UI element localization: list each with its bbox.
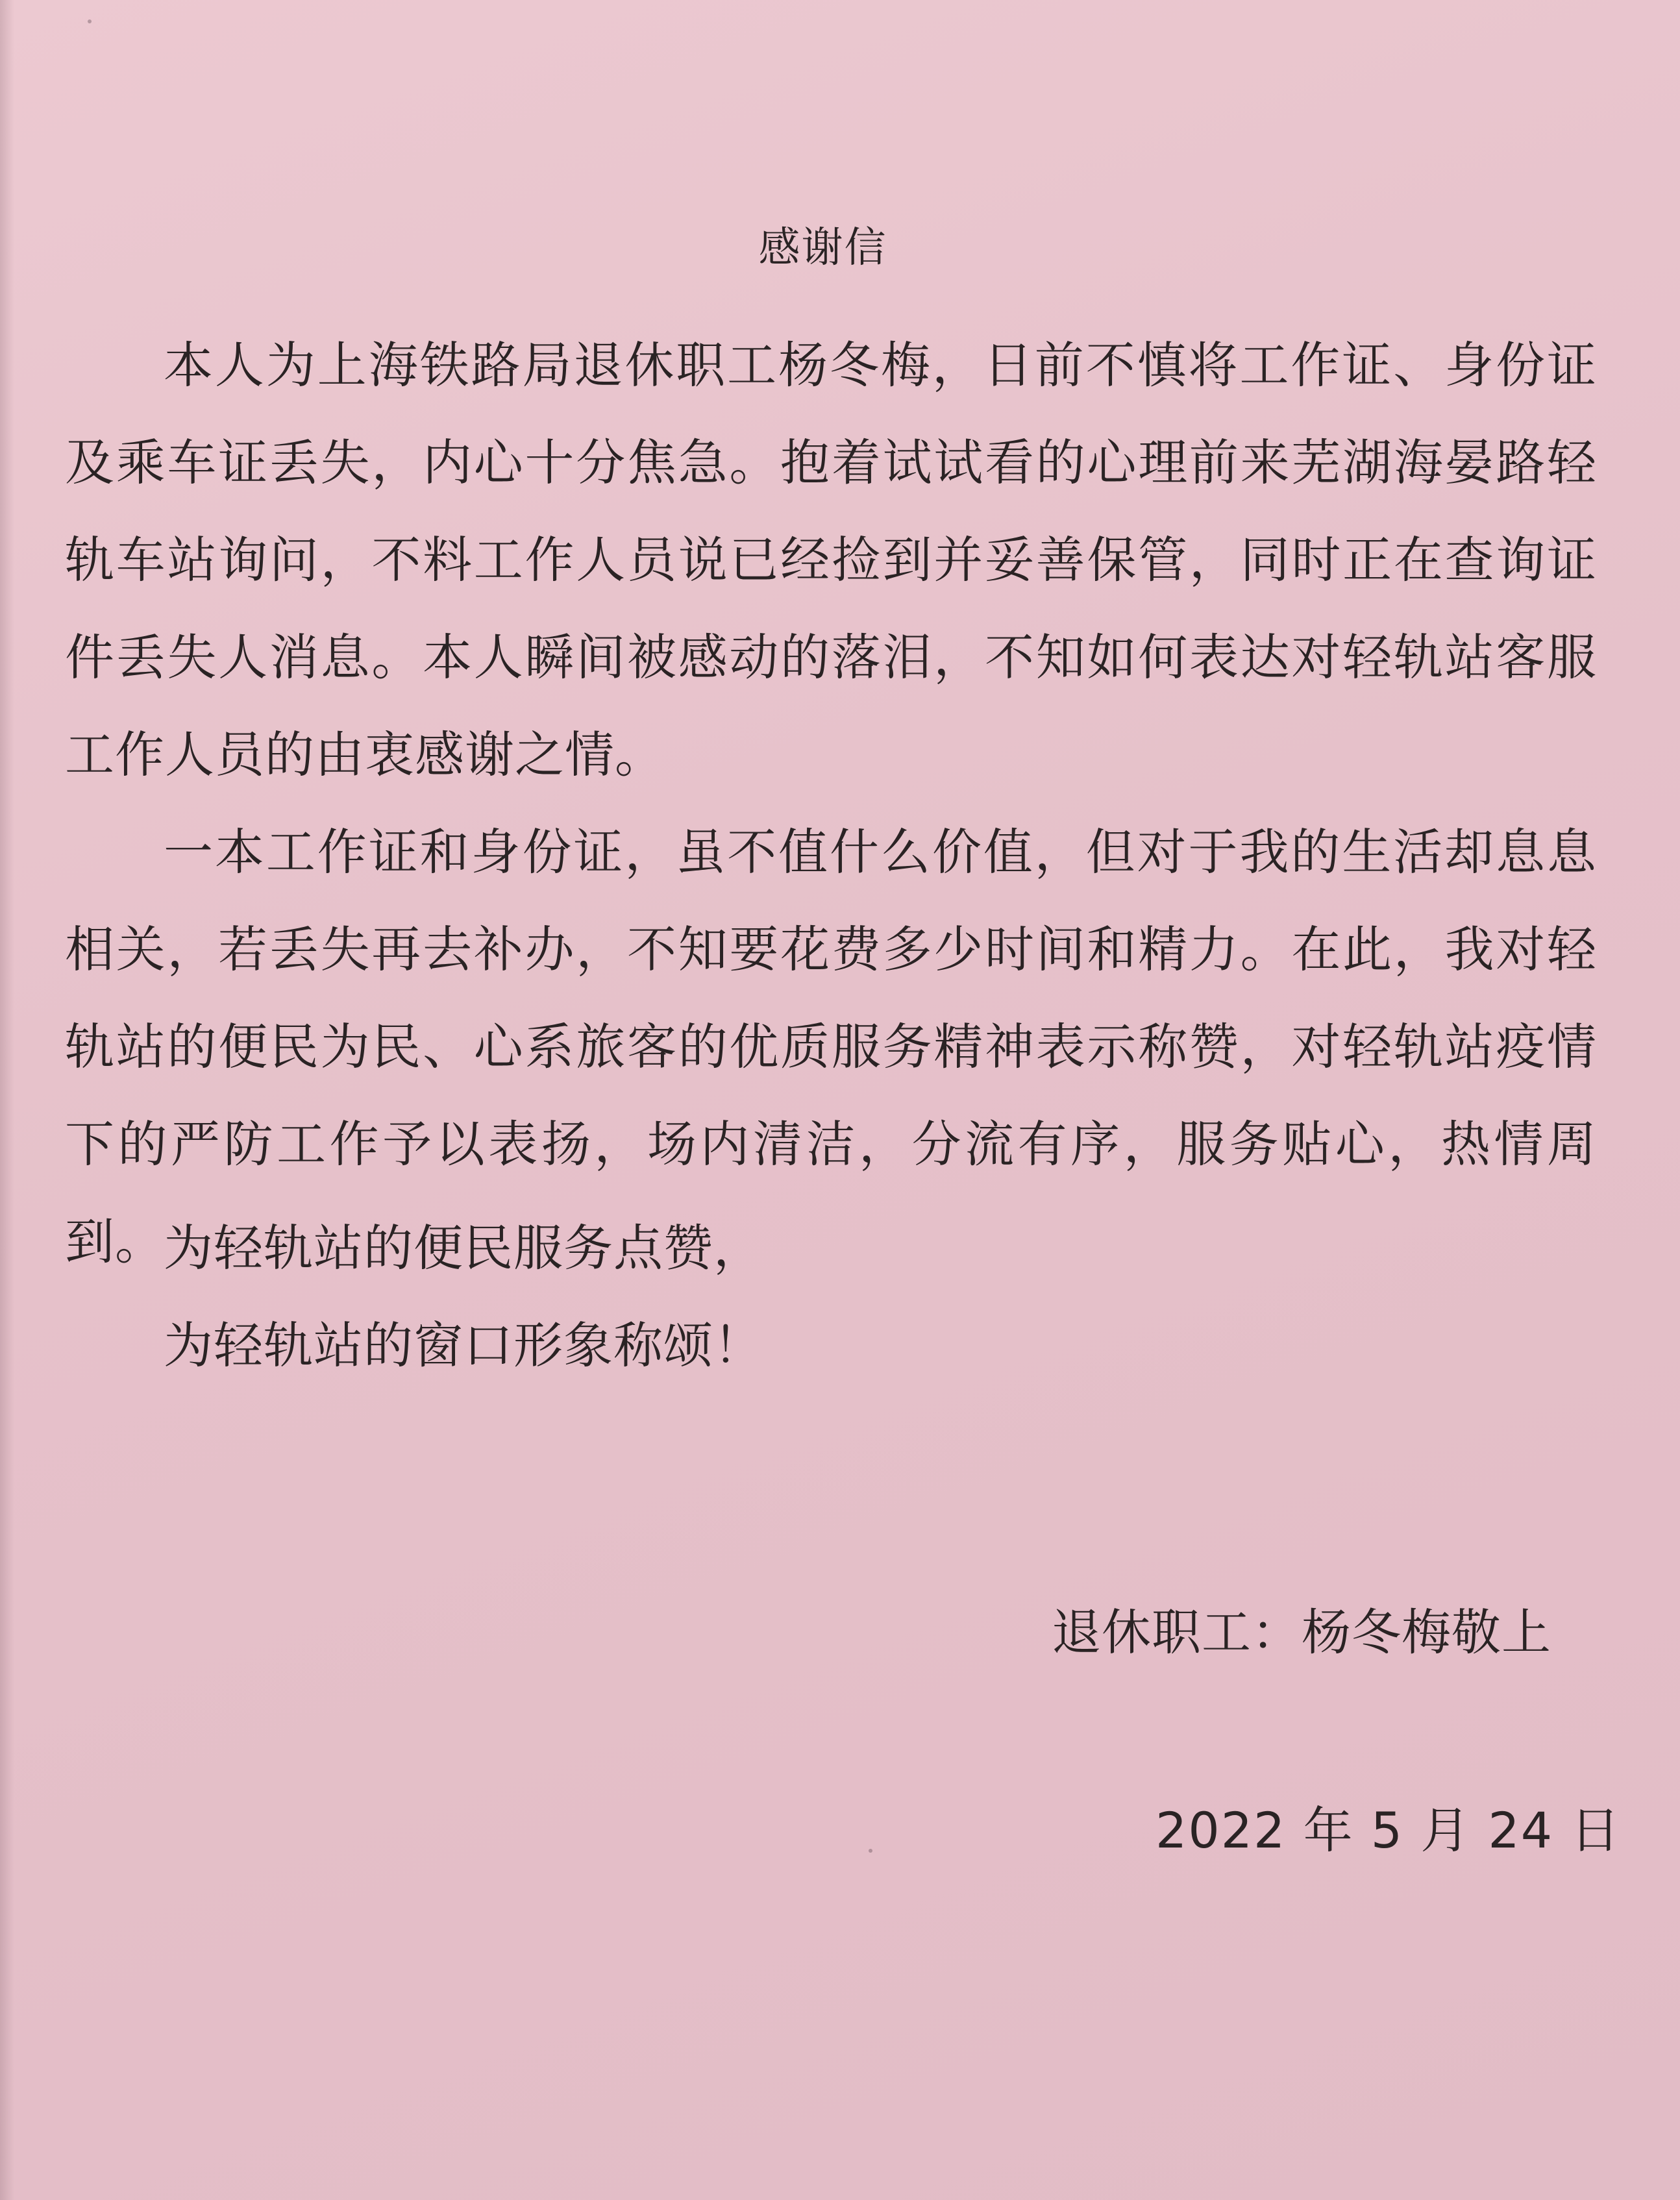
letter-date: 2022 年 5 月 24 日 (1155, 1801, 1622, 1859)
paragraph-1: 本人为上海铁路局退休职工杨冬梅，日前不慎将工作证、身份证及乘车证丢失，内心十分焦急。抱着试试看的心理前来芜湖海晏路轻轨车站询问，不料工作人员说已经捡到并妥善保管，同时正在查询证件丢失人消息。本人瞬间被感动的落泪，不知如何表达对轻轨站客服工作人员的由衷感谢之情。 (65, 336, 1597, 784)
paper-speck (88, 19, 92, 23)
letter-title: 感谢信 (758, 224, 887, 272)
letter-body (65, 317, 1597, 1291)
paper-speck (869, 1849, 872, 1853)
slogan-line-2: 为轻轨站的窗口形象称颂！ (164, 1316, 763, 1374)
slogan-lines (164, 1200, 763, 1394)
slogan-line-1: 为轻轨站的便民服务点赞， (164, 1219, 763, 1277)
paragraph-2: 一本工作证和身份证，虽不值什么价值，但对于我的生活却息息相关，若丢失再去补办，不知要花费多少时间和精力。在此，我对轻轨站的便民为民、心系旅客的优质服务精神表示称赞，对轻轨站疫情下的严防工作予以表扬，场内清洁，分流有序，服务贴心，热情周到。 (65, 823, 1597, 1270)
signature-line: 退休职工：杨冬梅敬上 (1052, 1603, 1551, 1661)
paper-edge-shadow (0, 0, 14, 2200)
